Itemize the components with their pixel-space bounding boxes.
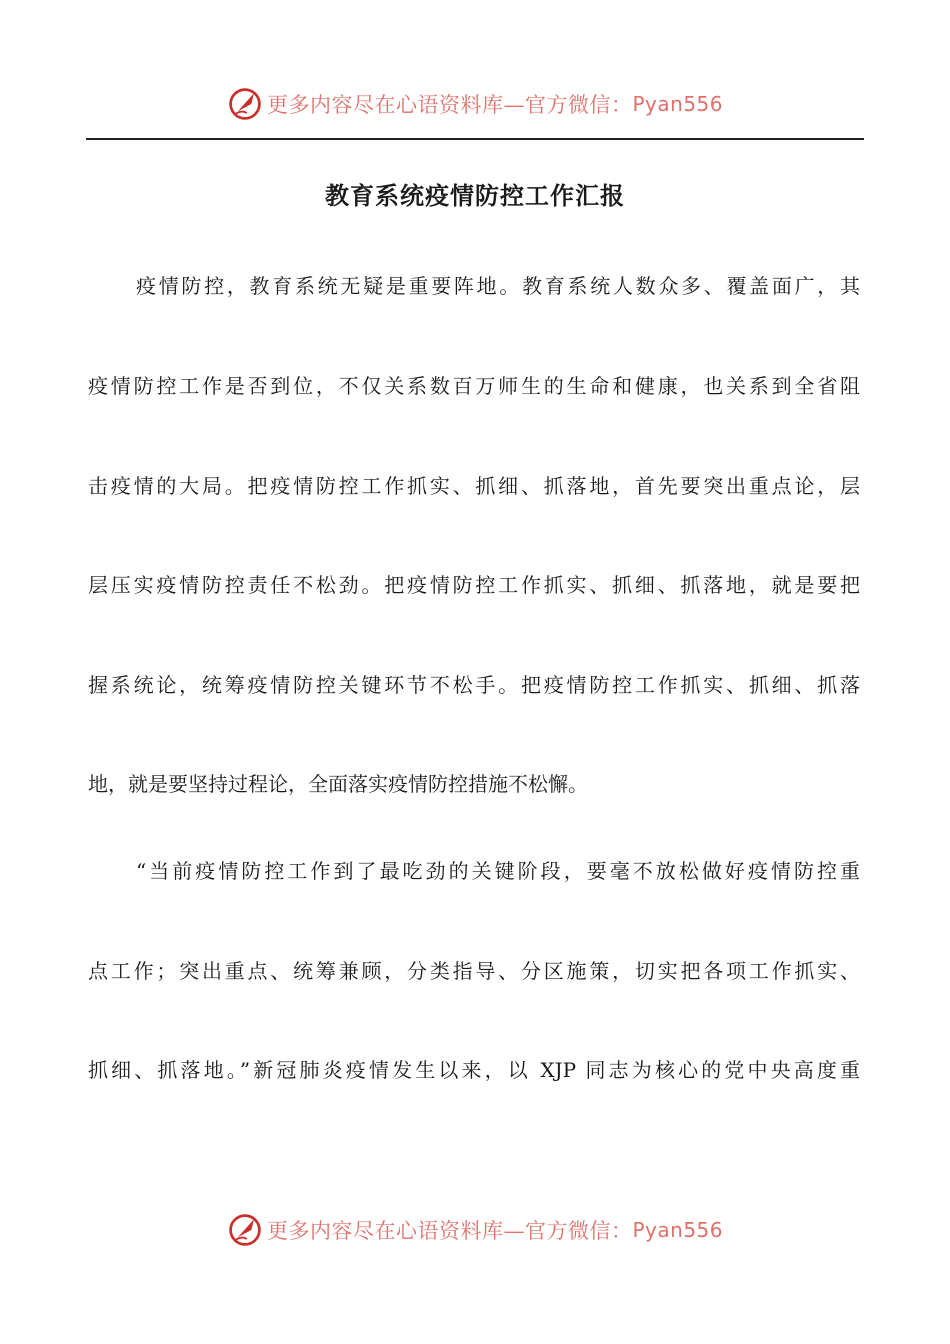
header-divider xyxy=(86,138,864,140)
paragraph-line: 层压实疫情防控责任不松劲。把疫情防控工作抓实、抓细、抓落地，就是要把 xyxy=(88,573,860,597)
paragraph-line: 握系统论，统筹疫情防控关键环节不松手。把疫情防控工作抓实、抓细、抓落 xyxy=(88,673,860,697)
quill-logo-icon xyxy=(227,1212,263,1248)
footer-watermark xyxy=(0,1210,950,1250)
wechat-id: Pyan556 xyxy=(632,92,723,116)
paragraph-line: 击疫情的大局。把疫情防控工作抓实、抓细、抓落地，首先要突出重点论，层 xyxy=(88,474,860,498)
paragraph-line: 抓细、抓落地。”新冠肺炎疫情发生以来，以 XJP 同志为核心的党中央高度重 xyxy=(88,1058,860,1082)
watermark-text: 更多内容尽在心语资料库—官方微信： xyxy=(266,1219,633,1243)
wechat-id: Pyan556 xyxy=(632,1218,723,1242)
watermark-text: 更多内容尽在心语资料库—官方微信： xyxy=(266,93,633,117)
header-watermark xyxy=(0,84,950,124)
paragraph-line: “当前疫情防控工作到了最吃劲的关键阶段，要毫不放松做好疫情防控重 xyxy=(136,859,860,883)
paragraph-line: 疫情防控工作是否到位，不仅关系数百万师生的生命和健康，也关系到全省阻 xyxy=(88,374,860,398)
paragraph-line: 点工作；突出重点、统筹兼顾，分类指导、分区施策，切实把各项工作抓实、 xyxy=(88,959,860,983)
document-title: 教育系统疫情防控工作汇报 xyxy=(325,182,625,210)
paragraph-line: 地，就是要坚持过程论，全面落实疫情防控措施不松懈。 xyxy=(88,772,588,796)
quill-logo-icon xyxy=(227,86,263,122)
paragraph-line: 疫情防控，教育系统无疑是重要阵地。教育系统人数众多、覆盖面广，其 xyxy=(136,274,860,298)
